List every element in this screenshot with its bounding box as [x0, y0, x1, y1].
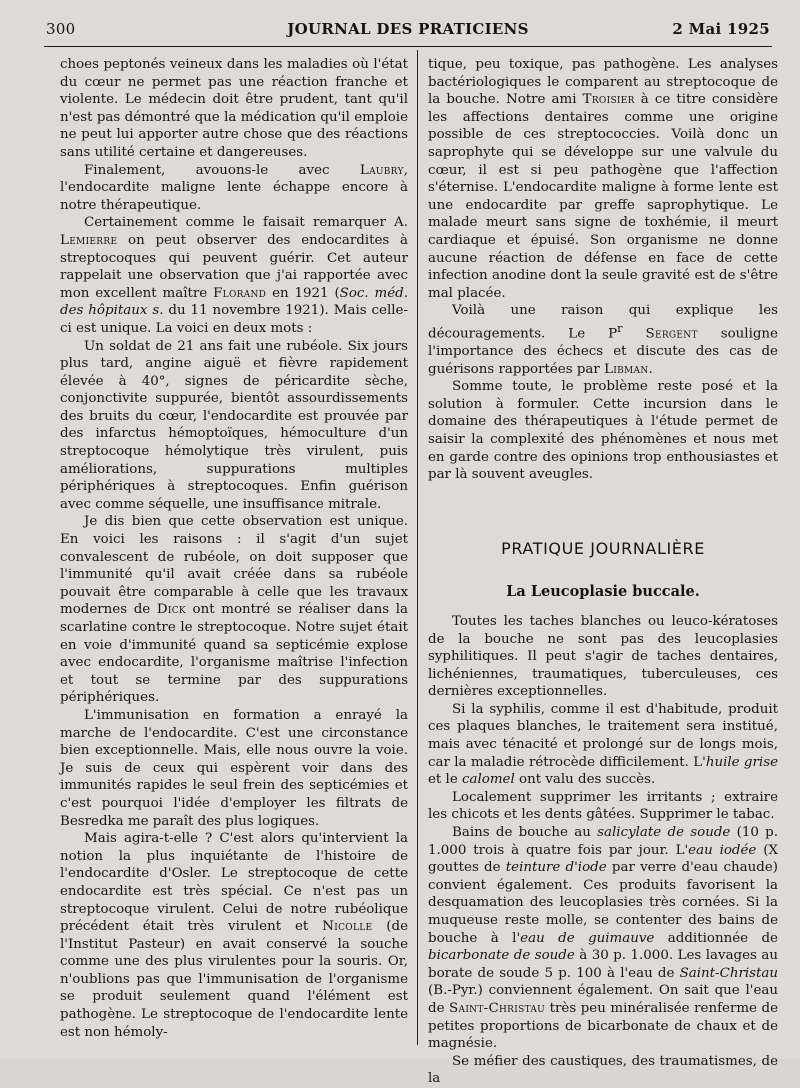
- paragraph: Mais agira-t-elle ? C'est alors qu'intervient la notion la plus inquiétante de l'histoire de l'endocardite d'Osler. Le streptocoque de cette endocardite est très spécial. Ce n'est pas un streptocoque virulent. Celui de notre rubéolique précédent était très virulent et Nicolle (de l'Institut Pasteur) en avait conservé la souche comme une des plus virulentes pour la souris. Or, n'oublions pas que l'immunisation de l'organisme se produit seulement quand l'élément est pathogène. Le streptocoque de l'endocardite lente est non hémoly-: [60, 831, 409, 1040]
- author-name: Lemierre: [60, 232, 118, 248]
- paragraph: Voilà une raison qui explique les découragements. Le $P^r$ Sergent souligne l'importance des échecs et discute des cas de guérisons rapportées par Libman.: [428, 303, 778, 377]
- paragraph: Un soldat de 21 ans fait une rubéole. Six jours plus tard, angine aiguë et fièvre rapidement élevée à 40°, signes de péricardite sèche, conjonctivite suppurée, bientôt assourdissements des bruits du cœur, l'endocardite est prouvée par des infarctus hémoptoïques, hémoculture d'un streptocoque hémolytique très virulent, puis améliorations, suppurations multiples périphériques à streptocoques. Enfin guérison avec comme séquelle, une insuffisance mitrale.: [60, 338, 408, 512]
- right-column: [428, 56, 778, 1088]
- section-heading: PRATIQUE JOURNALIÈRE: [501, 538, 705, 558]
- issue-date: 2 Mai 1925: [672, 20, 770, 38]
- paragraph: Se méfier des caustiques, des traumatismes, de la: [428, 1053, 778, 1087]
- place-name: Saint-Christau: [449, 1000, 546, 1016]
- paragraph: Localement supprimer les irritants ; extraire les chicots et les dents gâtées. Supprimer le tabac.: [428, 789, 778, 823]
- page-header: [46, 20, 770, 44]
- paragraph: Bains de bouche au salicylate de soude (10 p. 1.000 trois à quatre fois par jour. L'eau iodée (X gouttes de teinture d'iode par verre d'eau chaude) convient également. Ces produits favorisent la desquamation des leucoplasies très cornées. Si la muqueuse reste molle, se contenter des bains de bouche à l'eau de guimauve additionnée de bicarbonate de soude à 30 p. 1.000. Les lavages au borate de soude 5 p. 100 à l'eau de Saint-Christau (B.-Pyr.) conviennent également. On sait que l'eau de Saint-Christau très peu minéralisée renferme de petites proportions de bicarbonate de chaux et de magnésie.: [428, 825, 779, 1052]
- paragraph: Je dis bien que cette observation est unique. En voici les raisons : il s'agit d'un sujet convalescent de rubéole, on doit supposer que l'immunité qu'il avait créée dans sa rubéole pouvait être comparable à celle que les travaux modernes de Dick ont montré se réaliser dans la scarlatine contre le streptocoque. Notre sujet était en voie d'immunité quand sa septicémie explose avec endocardite, l'organisme maîtrise l'infection et tout se termine par des suppurations périphériques.: [60, 514, 408, 706]
- author-name: Dick: [156, 602, 186, 618]
- author-name: Sergent: [645, 326, 698, 342]
- paragraph: Somme toute, le problème reste posé et la solution à formuler. Cette incursion dans le domaine des thérapeutiques à l'étude permet de saisir la complexité des phénomènes et nous met en garde contre des opinions trop enthousiastes et par là souvent aveugles.: [428, 379, 778, 483]
- column-divider: [417, 50, 418, 1045]
- author-name: Troisier: [582, 92, 635, 108]
- paragraph: Toutes les taches blanches ou leuco-kératoses de la bouche ne sont pas des leucoplasies syphilitiques. Il peut s'agir de taches dentaires, lichéniennes, traumatiques, tuberculeuses, ces dernières exceptionnelles.: [428, 613, 778, 700]
- paragraph: Si la syphilis, comme il est d'habitude, produit ces plaques blanches, le traitement sera institué, mais avec ténacité et prolongé sur de longs mois, car la maladie rétrocède difficilement. L'huile grise et le calomel ont valu des succès.: [428, 701, 778, 788]
- paragraph: L'immunisation en formation a enrayé la marche de l'endocardite. C'est une circonstance bien exceptionnelle. Mais, elle nous ouvre la voie. Je suis de ceux qui espèrent voir dans des immunités rapides le seul frein des septicémies et c'est pourquoi l'idée d'employer les filtrats de Besredka me paraît des plus logiques.: [60, 707, 408, 829]
- author-name: Libman: [604, 361, 649, 377]
- paragraph: choes peptonés veineux dans les maladies où l'état du cœur ne permet pas une réaction franche et violente. Le médecin doit être prudent, tant qu'il n'est pas démontré que la médication qu'il emploie ne peut lui apporter autre chose que des réactions sans utilité certaine et dangereuses.: [60, 57, 408, 160]
- author-name: Laubry: [359, 162, 404, 178]
- citation: Soc. méd. des hôpitaux s.: [60, 285, 408, 319]
- left-column: [60, 56, 408, 1041]
- journal-title: JOURNAL DES PRATICIENS: [287, 20, 529, 38]
- paragraph: Certainement comme le faisait remarquer A. Lemierre on peut observer des endocardites à streptocoques qui peuvent guérir. Cet auteur rappelait une observation que j'ai rapportée avec mon excellent maître Florand en 1921 (Soc. méd. des hôpitaux s. du 11 novembre 1921). Mais celle-ci est unique. La voici en deux mots :: [60, 215, 408, 336]
- article-title: La Leucoplasie buccale.: [506, 583, 700, 601]
- header-rule: [44, 46, 772, 47]
- page-number: 300: [46, 20, 76, 38]
- paragraph: Finalement, avouons-le avec Laubry, l'endocardite maligne lente échappe encore à notre thérapeutique.: [60, 162, 408, 213]
- author-name: Nicolle: [322, 919, 373, 935]
- author-name: Florand: [213, 285, 267, 301]
- paragraph: tique, peu toxique, pas pathogène. Les analyses bactériologiques le comparent au streptocoque de la bouche. Notre ami Troisier à ce titre considère les affections dentaires comme une origine possible de ces streptococcies. Voilà donc un saprophyte qui se développe sur une valvule du cœur, il est si peu pathogène que l'affection s'éternise. L'endocardite maligne à forme lente est une endocardite par greffe saprophytique. Le malade meurt sans signe de toxhémie, il meurt cardiaque et épuisé. Son organisme ne donne aucune réaction de défense en face de cette infection anodine dont la seule gravité est de s'être mal placée.: [428, 57, 778, 301]
